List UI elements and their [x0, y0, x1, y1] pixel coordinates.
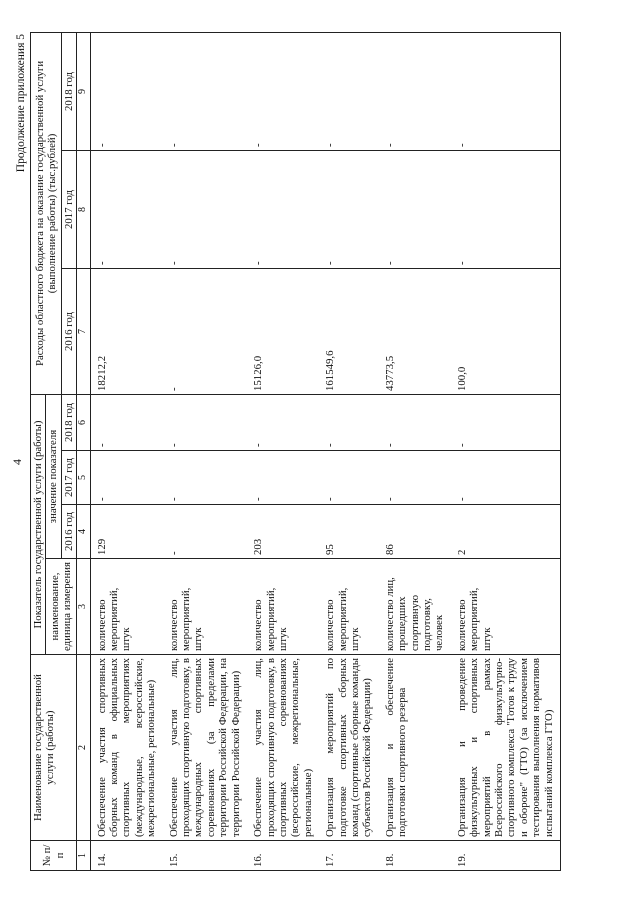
value-2016: 2 — [451, 505, 561, 559]
row-number: 19. — [451, 841, 561, 871]
header-indicator-value: значение показателя — [46, 394, 61, 558]
column-number: 4 — [77, 505, 90, 559]
value-2018: - — [451, 394, 561, 450]
column-number-row — [77, 32, 90, 870]
indicator-name: количество мероприятий, штук — [451, 559, 561, 655]
column-number: 1 — [77, 841, 90, 871]
value-2018: - — [163, 394, 247, 450]
budget-2017: - — [379, 150, 451, 268]
page-number: 4 — [10, 459, 24, 465]
budget-2016: 100,0 — [451, 268, 561, 394]
value-2016: 129 — [90, 505, 163, 559]
budget-2017: - — [319, 150, 379, 268]
value-2018: - — [319, 394, 379, 450]
value-2018: - — [90, 394, 163, 450]
service-name: Организация мероприятий по подготовке спортивных сборных команд (спортивные сборные команды субъектов Российской Федерации) — [319, 655, 379, 841]
header-year-2018: 2018 год — [61, 394, 76, 450]
budget-2016: 161549,6 — [319, 268, 379, 394]
header-indicator-name: наименование, единица измерения — [46, 559, 77, 655]
value-2018: - — [379, 394, 451, 450]
column-number: 7 — [77, 268, 90, 394]
service-name: Организация и обеспечение подготовки спортивного резерва — [379, 655, 451, 841]
budget-2018: - — [163, 32, 247, 150]
header-indicator-group: Показатель государственной услуги (работы) — [31, 394, 46, 654]
value-2017: - — [163, 451, 247, 505]
indicator-name: количество мероприятий, штук — [319, 559, 379, 655]
table-row — [379, 32, 451, 870]
row-number: 15. — [163, 841, 247, 871]
service-name: Организация и проведение физкультурных и спортивных мероприятий в рамках Всероссийского физкультурно-спортивного комплекса "Готов к труду и обороне" (ГТО) (за исключением тестирования выполнения нормативов испытаний комплекса ГТО) — [451, 655, 561, 841]
budget-2017: - — [90, 150, 163, 268]
value-2017: - — [379, 451, 451, 505]
table-header — [31, 32, 91, 870]
column-number: 9 — [77, 32, 90, 150]
value-2016: - — [163, 505, 247, 559]
value-2017: - — [451, 451, 561, 505]
service-name: Обеспечение участия лиц, проходящих спортивную подготовку, в спортивных соревнованиях (всероссийские, межрегиональные, региональные) — [247, 655, 319, 841]
row-number: 17. — [319, 841, 379, 871]
budget-2018: - — [247, 32, 319, 150]
row-number: 14. — [90, 841, 163, 871]
value-2018: - — [247, 394, 319, 450]
table-row — [451, 32, 561, 870]
budget-2018: - — [451, 32, 561, 150]
header-budget-2016: 2016 год — [61, 268, 76, 394]
budget-2017: - — [163, 150, 247, 268]
budget-table — [30, 32, 561, 871]
column-number: 3 — [77, 559, 90, 655]
budget-2017: - — [247, 150, 319, 268]
column-number: 2 — [77, 655, 90, 841]
header-year-2016: 2016 год — [61, 505, 76, 559]
budget-2018: - — [319, 32, 379, 150]
header-budget-2018: 2018 год — [61, 32, 76, 150]
table-row — [90, 32, 163, 870]
row-number: 18. — [379, 841, 451, 871]
table-row — [319, 32, 379, 870]
header-service: Наименование государственной услуги (работы) — [31, 655, 77, 841]
budget-2018: - — [379, 32, 451, 150]
value-2016: 203 — [247, 505, 319, 559]
service-name: Обеспечение участия спортивных сборных команд в официальных спортивных мероприятиях (международные, всероссийские, межрегиональные, региональные) — [90, 655, 163, 841]
budget-2016: - — [163, 268, 247, 394]
header-budget-group: Расходы областного бюджета на оказание государственной услуги (выполнение работы) (тыс.рублей) — [31, 32, 62, 394]
column-number: 8 — [77, 150, 90, 268]
table-row — [163, 32, 247, 870]
budget-2017: - — [451, 150, 561, 268]
column-number: 5 — [77, 451, 90, 505]
header-no: № п/п — [31, 841, 77, 871]
indicator-name: количество лиц, прошедших спортивную подготовку, человек — [379, 559, 451, 655]
service-name: Обеспечение участия лиц, проходящих спортивную подготовку, в международных спортивных соревнованиях (за пределами территории Российской Федерации, на территории Российской Федерации) — [163, 655, 247, 841]
header-budget-2017: 2017 год — [61, 150, 76, 268]
table-row — [247, 32, 319, 870]
value-2016: 95 — [319, 505, 379, 559]
indicator-name: количество мероприятий, штук — [90, 559, 163, 655]
value-2017: - — [319, 451, 379, 505]
indicator-name: количество мероприятий, штук — [247, 559, 319, 655]
value-2017: - — [90, 451, 163, 505]
column-number: 6 — [77, 394, 90, 450]
header-year-2017: 2017 год — [61, 451, 76, 505]
row-number: 16. — [247, 841, 319, 871]
budget-2016: 18212,2 — [90, 268, 163, 394]
value-2017: - — [247, 451, 319, 505]
budget-2018: - — [90, 32, 163, 150]
budget-2016: 15126,0 — [247, 268, 319, 394]
value-2016: 86 — [379, 505, 451, 559]
indicator-name: количество мероприятий, штук — [163, 559, 247, 655]
continuation-label: Продолжение приложения 5 — [15, 34, 27, 173]
budget-2016: 43773,5 — [379, 268, 451, 394]
